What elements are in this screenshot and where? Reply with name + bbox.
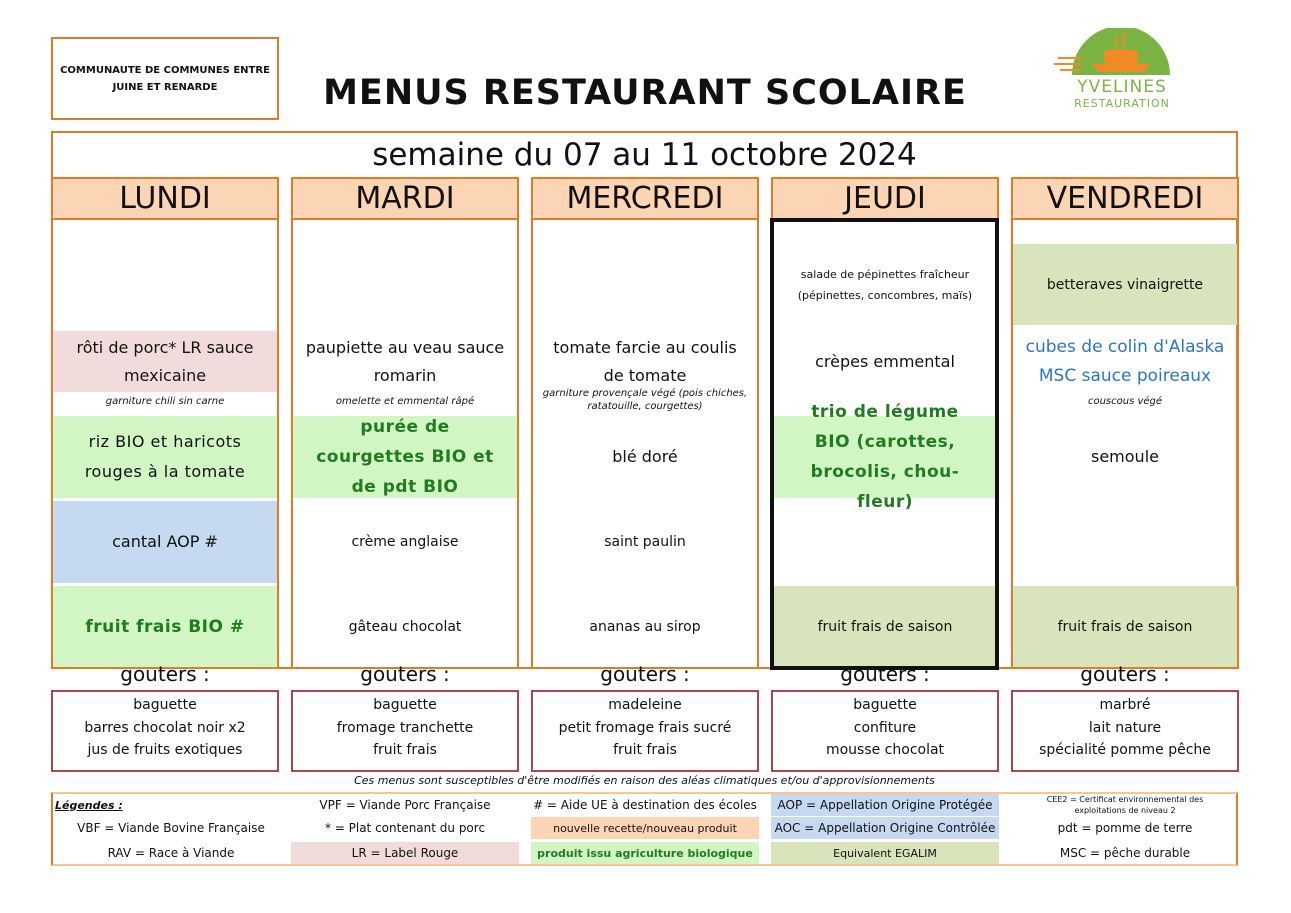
legend-aop: AOP = Appellation Origine Protégée xyxy=(771,794,999,816)
main-dish-lundi xyxy=(53,331,277,392)
gouter-item: baguette xyxy=(133,697,197,713)
legend-title: Légendes : xyxy=(55,798,123,812)
gouter-item: lait nature xyxy=(1088,719,1162,736)
legend-vbf: VBF = Viande Bovine Française xyxy=(77,821,265,835)
legend-porc: * = Plat contenant du porc xyxy=(324,821,486,835)
gouter-item: marbré xyxy=(1099,697,1151,713)
gouters-label-mardi: gouters : xyxy=(360,662,450,686)
day-header-vendredi: VENDREDI xyxy=(1011,177,1239,220)
starter-line-1: salade de pépinettes fraîcheur xyxy=(800,268,970,281)
main-dish-jeudi: crèpes emmental xyxy=(815,351,955,371)
gouters-label-vendredi: gouters : xyxy=(1080,662,1170,686)
dairy-mardi: crème anglaise xyxy=(351,534,459,550)
main-dish-mardi xyxy=(293,331,517,392)
gouter-box-mercredi xyxy=(531,690,759,772)
gouter-box-jeudi xyxy=(771,690,999,772)
dairy-mercredi: saint paulin xyxy=(604,534,686,550)
gouters-label-mercredi: gouters : xyxy=(600,662,690,686)
organization-box xyxy=(51,37,279,120)
page-title: MENUS RESTAURANT SCOLAIRE xyxy=(323,73,967,113)
side-dish-text: purée de courgettes BIO et de pdt BIO xyxy=(316,417,494,497)
gouter-box-vendredi xyxy=(1011,690,1239,772)
day-header-mercredi: MERCREDI xyxy=(531,177,759,220)
gouter-box-mardi xyxy=(291,690,519,772)
gouters-label-lundi: gouters : xyxy=(120,662,210,686)
gouter-item: baguette xyxy=(853,697,917,713)
main-dish-text: cubes de colin d'Alaska MSC sauce poireaux xyxy=(1025,336,1225,386)
gouter-item: mousse chocolat xyxy=(825,742,945,758)
gouter-item: confiture xyxy=(853,719,917,736)
side-dish-vendredi: semoule xyxy=(1091,447,1159,466)
legend-lr: LR = Label Rouge xyxy=(291,842,519,864)
day-header-jeudi: JEUDI xyxy=(771,177,999,220)
legend-rav: RAV = Race à Viande xyxy=(107,846,235,860)
main-note-lundi: garniture chili sin carne xyxy=(105,395,225,407)
dessert-mercredi: ananas au sirop xyxy=(589,618,701,635)
gouters-label-jeudi: gouters : xyxy=(840,662,930,686)
side-dish-mercredi: blé doré xyxy=(612,447,678,466)
gouter-item: madeleine xyxy=(608,697,682,713)
legend-pdt: pdt = pomme de terre xyxy=(1057,821,1193,835)
highlighted-day-frame xyxy=(770,218,999,670)
legend-nouveau: nouvelle recette/nouveau produit xyxy=(531,817,759,839)
main-dish-text: tomate farcie au coulis de tomate xyxy=(553,337,737,385)
main-dish-text: paupiette au veau sauce romarin xyxy=(305,337,505,385)
dairy-lundi: cantal AOP # xyxy=(53,501,277,583)
dessert-mardi: gâteau chocolat xyxy=(348,618,462,635)
gouter-item: petit fromage frais sucré xyxy=(558,719,732,736)
legend-bio: produit issu agriculture biologique xyxy=(531,842,759,864)
gouter-item: fruit frais xyxy=(373,742,437,758)
main-note-mardi: omelette et emmental râpé xyxy=(335,395,475,407)
dessert-lundi: fruit frais BIO # xyxy=(53,586,277,667)
legend-egalim: Equivalent EGALIM xyxy=(771,842,999,864)
logo-text: YVELINES xyxy=(1077,77,1167,97)
main-note-vendredi: couscous végé xyxy=(1087,395,1163,407)
main-dish-mercredi xyxy=(533,331,757,392)
starter-line-2: (pépinettes, concombres, maïs) xyxy=(797,289,973,302)
legend-vpf: VPF = Viande Porc Française xyxy=(319,798,491,812)
organization-name: COMMUNAUTE DE COMMUNES ENTRE JUINE ET RENARDE xyxy=(60,64,270,93)
gouter-box-lundi xyxy=(51,690,279,772)
gouter-item: barres chocolat noir x2 xyxy=(84,719,246,736)
side-dish-lundi xyxy=(53,416,277,498)
gouter-item: spécialité pomme pêche xyxy=(1039,742,1211,758)
dessert-jeudi: fruit frais de saison xyxy=(773,586,997,667)
main-dish-text: rôti de porc* LR sauce mexicaine xyxy=(76,337,254,385)
day-header-mardi: MARDI xyxy=(291,177,519,220)
gouter-item: fruit frais xyxy=(613,742,677,758)
gouter-item: jus de fruits exotiques xyxy=(87,742,243,758)
gouter-item: baguette xyxy=(373,697,437,713)
logo-subtext: RESTAURATION xyxy=(1074,97,1170,110)
legend-msc: MSC = pêche durable xyxy=(1059,846,1191,860)
dessert-vendredi: fruit frais de saison xyxy=(1013,586,1237,667)
day-header-lundi: LUNDI xyxy=(51,177,279,220)
legend-ue: # = Aide UE à destination des écoles xyxy=(533,798,757,812)
starter-vendredi: betteraves vinaigrette xyxy=(1013,244,1237,325)
legend-cee2: CEE2 = Certificat environnemental des exploitations de niveau 2 xyxy=(1046,795,1204,815)
gouter-item: fromage tranchette xyxy=(336,719,474,736)
side-dish-text: trio de légume BIO (carottes, brocolis, chou-fleur) xyxy=(810,402,960,512)
disclaimer: Ces menus sont susceptibles d'être modifiés en raison des aléas climatiques et/ou d'approvisionnements xyxy=(354,774,935,787)
legend-aoc: AOC = Appellation Origine Contrôlée xyxy=(771,817,999,839)
side-dish-text: riz BIO et haricots rouges à la tomate xyxy=(84,432,246,481)
side-dish-mardi xyxy=(293,416,517,498)
week-title: semaine du 07 au 11 octobre 2024 xyxy=(51,131,1238,177)
main-dish-vendredi xyxy=(1013,331,1237,392)
main-note-mercredi: garniture provençale végé (pois chiches, ratatouille, courgettes) xyxy=(542,388,748,412)
